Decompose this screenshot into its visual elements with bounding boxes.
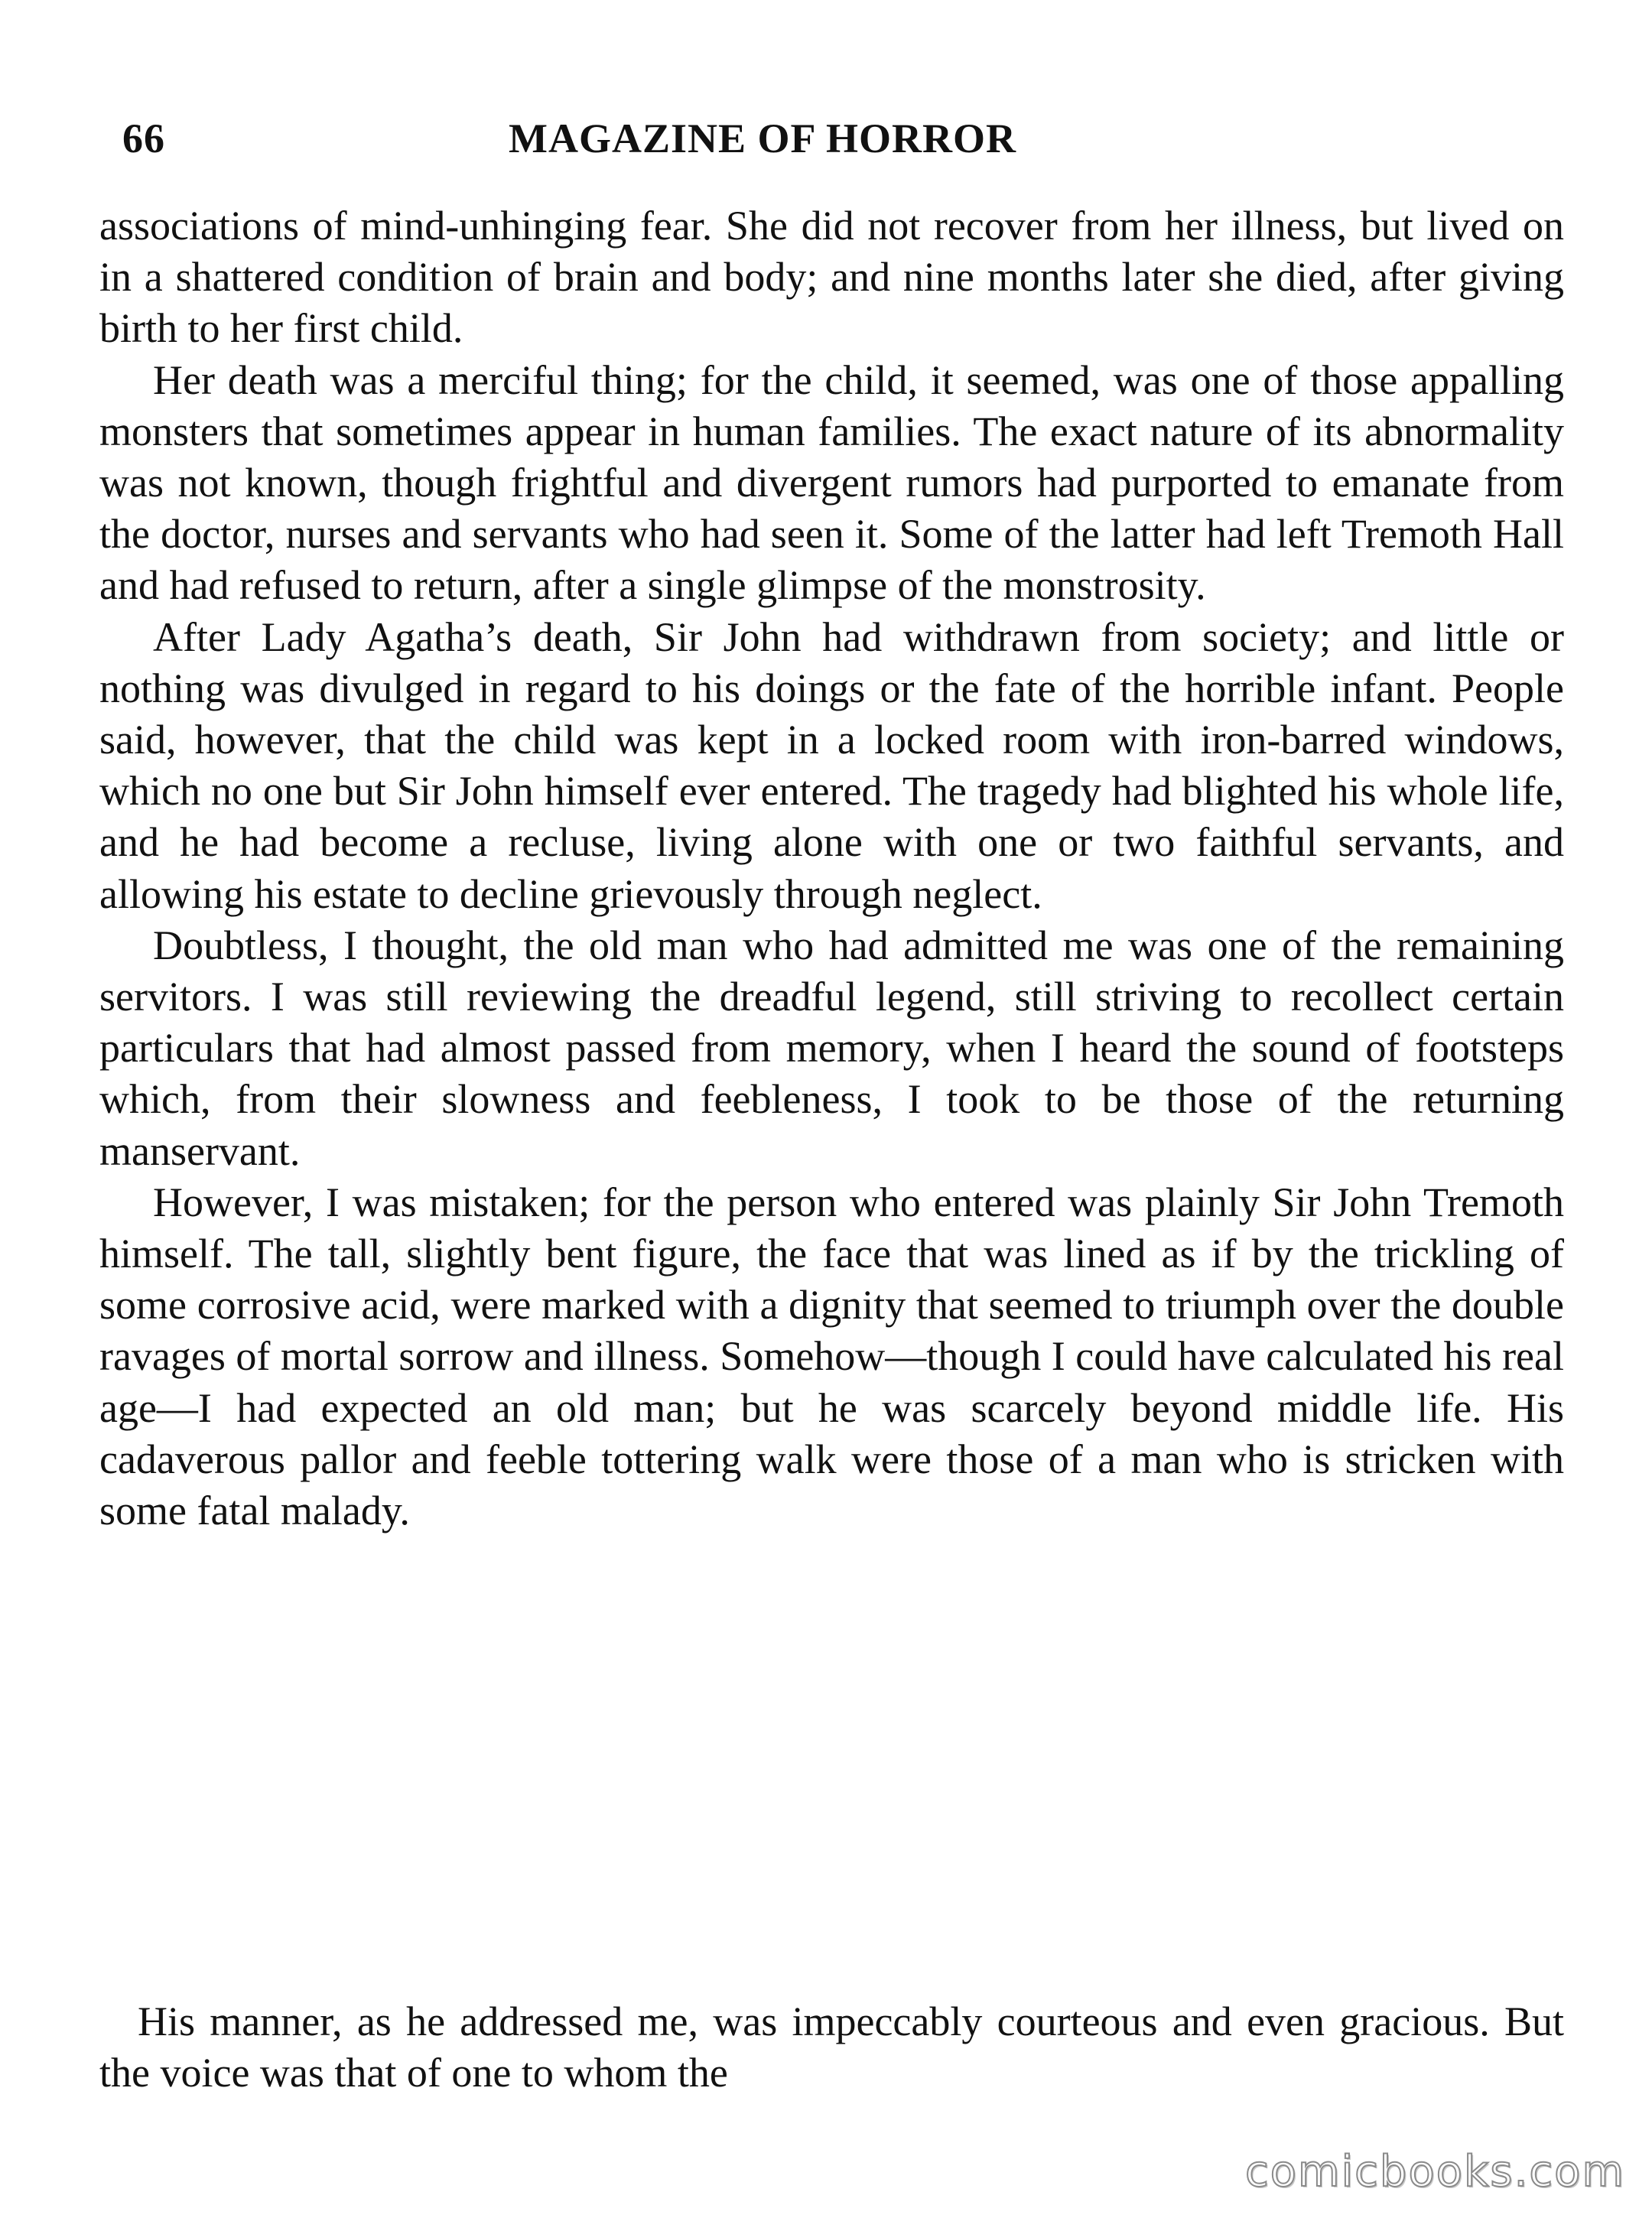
magazine-title: MAGAZINE OF HORROR bbox=[509, 115, 1016, 161]
paragraph: His manner, as he addressed me, was impeccably courteous and even gracious. But the voice was that of one to whom the bbox=[99, 1998, 1564, 2096]
story-text bbox=[99, 200, 1564, 1537]
paragraph: Her death was a merciful thing; for the child, it seemed, was one of those appalling monsters that sometimes appear in human families. The exact nature of its abnormality was not known, though frightful and divergent rumors had purported to emanate from the doctor, nurses and servants who had seen it. Some of the latter had left Tremoth Hall and had refused to return, after a single glimpse of the monstrosity. bbox=[99, 356, 1564, 609]
running-head bbox=[122, 115, 1124, 168]
continuation-text bbox=[99, 1996, 1564, 2099]
paragraph: However, I was mistaken; for the person who entered was plainly Sir John Tremoth himself. The tall, slightly bent figure, the face that was lined as if by the trickling of some corrosive acid, were marked with a dignity that seemed to triumph over the double ravages of mortal sorrow and illness. Somehow—though I could have calculated his real age—I had expected an old man; but he was scarcely beyond middle life. His cadaverous pallor and feeble tottering walk were those of a man who is stricken with some fatal malady. bbox=[99, 1179, 1564, 1534]
site-watermark: comicbooks.com bbox=[1244, 2147, 1625, 2197]
paragraph: After Lady Agatha’s death, Sir John had withdrawn from society; and little or nothing was divulged in regard to his doings or the fate of the horrible infant. People said, however, that the child was kept in a locked room with iron-barred windows, which no one but Sir John himself ever entered. The tragedy had blighted his whole life, and he had become a recluse, living alone with one or two faithful servants, and allowing his estate to decline grievously through neglect. bbox=[99, 613, 1564, 917]
paragraph: Doubtless, I thought, the old man who had admitted me was one of the remaining servitors. I was still reviewing the dreadful legend, still striving to recollect certain particulars that had almost passed from memory, when I heard the sound of footsteps which, from their slowness and feebleness, I took to be those of the returning manservant. bbox=[99, 922, 1564, 1174]
page-number: 66 bbox=[122, 115, 165, 161]
paragraph: associations of mind-unhinging fear. She did not recover from her illness, but lived on in a shattered condition of brain and body; and nine months later she died, after giving birth to her first child. bbox=[99, 203, 1564, 352]
